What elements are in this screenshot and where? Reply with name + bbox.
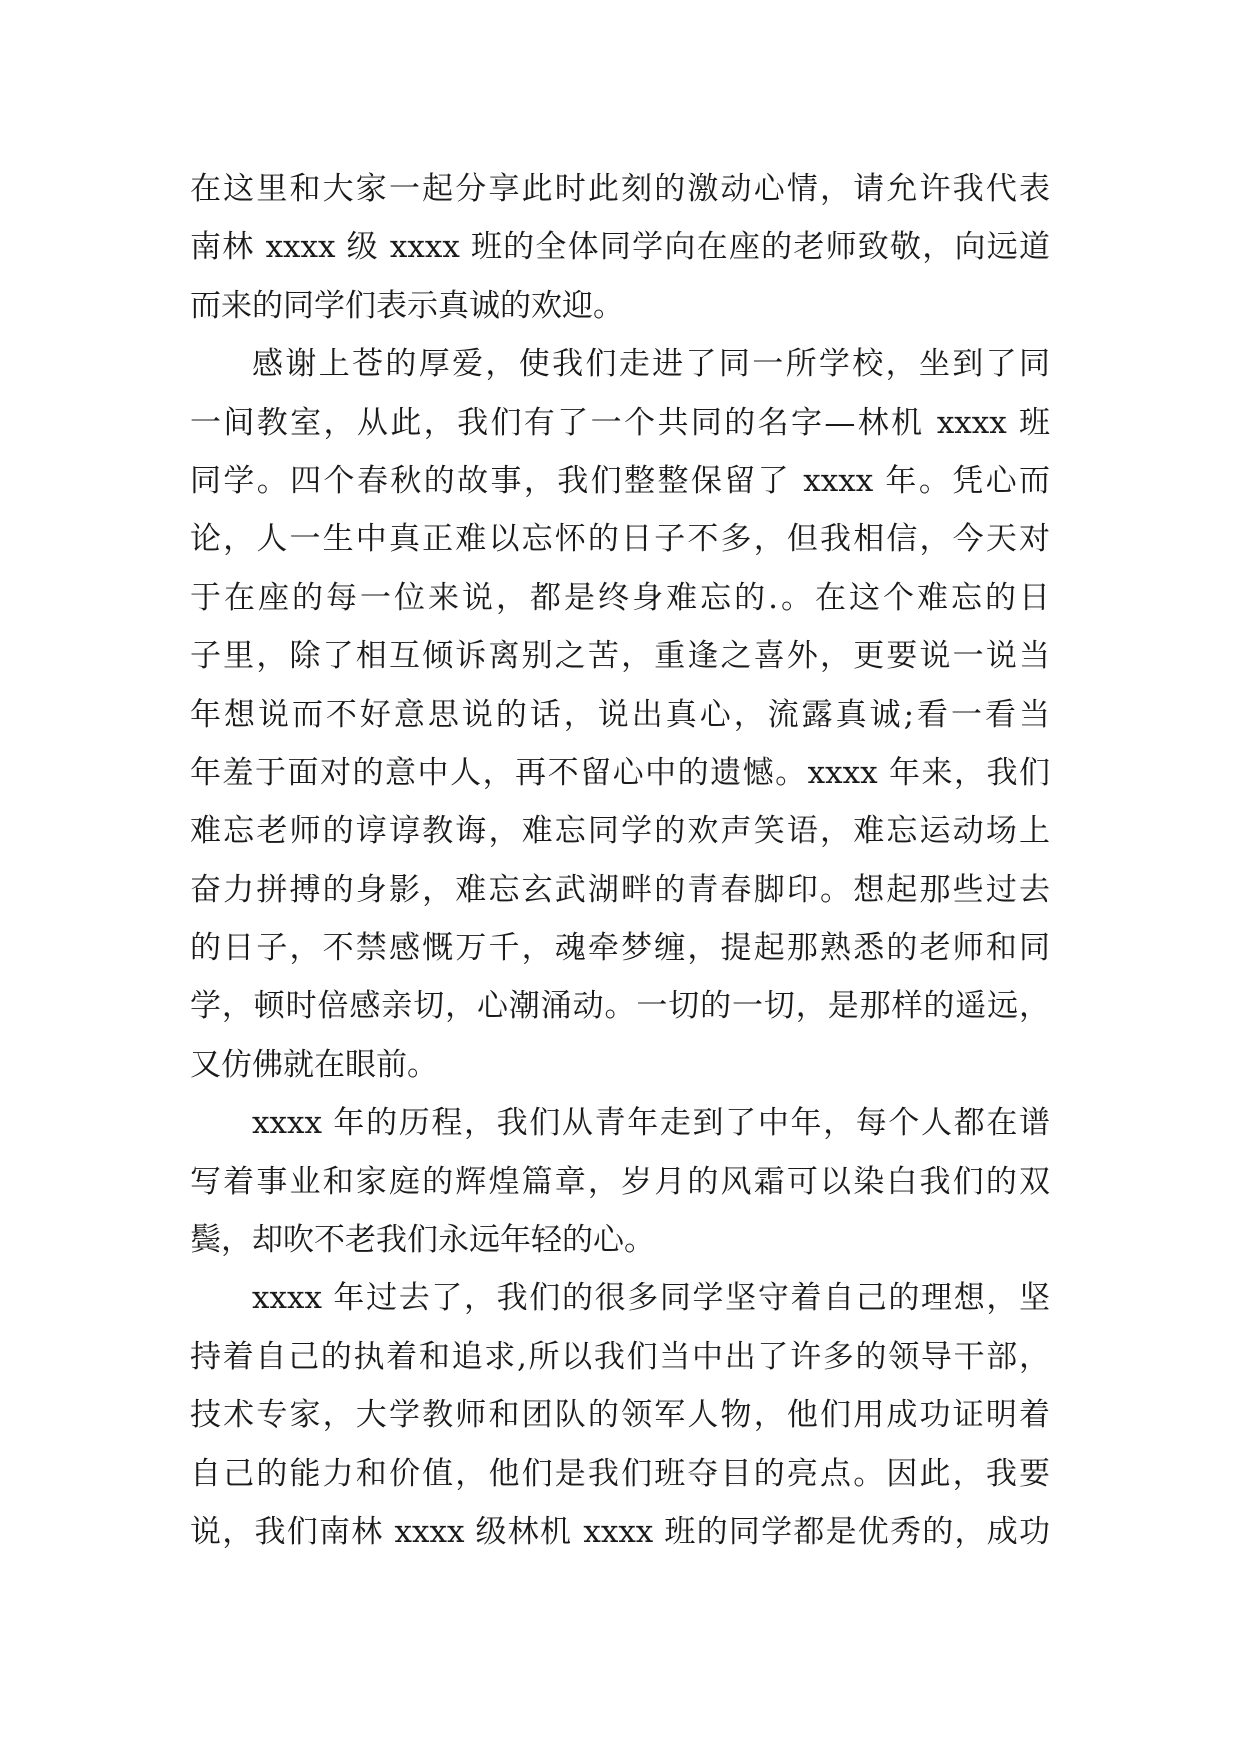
text-line: xxxx 年过去了，我们的很多同学坚守着自己的理想，坚 [252,1280,1050,1317]
text-line: 写着事业和家庭的辉煌篇章，岁月的风霜可以染白我们的双 [190,1163,1050,1200]
text-line: 论，人一生中真正难以忘怀的日子不多，但我相信，今天对 [190,521,1050,558]
text-line: xxxx 年的历程，我们从青年走到了中年，每个人都在谱 [252,1105,1050,1142]
text-line: 年羞于面对的意中人，再不留心中的遗憾。xxxx 年来，我们 [190,754,1050,791]
text-line: 而来的同学们表示真诚的欢迎。 [190,287,624,324]
text-line: 难忘老师的谆谆教诲，难忘同学的欢声笑语，难忘运动场上 [190,813,1050,850]
text-line: 的日子，不禁感慨万千，魂牵梦缠，提起那熟悉的老师和同 [190,930,1050,967]
text-line: 一间教室，从此，我们有了一个共同的名字—林机 xxxx 班 [190,404,1050,441]
text-line: 奋力拼搏的身影，难忘玄武湖畔的青春脚印。想起那些过去 [190,871,1050,908]
text-line: 于在座的每一位来说，都是终身难忘的.。在这个难忘的日 [190,579,1050,616]
text-line: 持着自己的执着和追求,所以我们当中出了许多的领导干部， [190,1338,1050,1375]
text-line: 感谢上苍的厚爱，使我们走进了同一所学校，坐到了同 [252,346,1050,383]
text-line: 自己的能力和价值，他们是我们班夺目的亮点。因此，我要 [190,1455,1050,1492]
text-line: 又仿佛就在眼前。 [190,1046,438,1083]
text-line: 年想说而不好意思说的话，说出真心，流露真诚;看一看当 [190,696,1050,733]
text-line: 南林 xxxx 级 xxxx 班的全体同学向在座的老师致敬，向远道 [190,229,1050,266]
text-line: 技术专家，大学教师和团队的领军人物，他们用成功证明着 [190,1397,1050,1434]
document-body [190,160,1050,1561]
text-line: 在这里和大家一起分享此时此刻的激动心情，请允许我代表 [190,171,1050,207]
text-line: 鬓，却吹不老我们永远年轻的心。 [190,1222,655,1259]
text-line: 学，顿时倍感亲切，心潮涌动。一切的一切，是那样的遥远， [190,988,1050,1025]
text-line: 说，我们南林 xxxx 级林机 xxxx 班的同学都是优秀的，成功 [190,1513,1050,1550]
text-line: 子里，除了相互倾诉离别之苦，重逢之喜外，更要说一说当 [190,638,1050,675]
text-line: 同学。四个春秋的故事，我们整整保留了 xxxx 年。凭心而 [190,462,1050,499]
